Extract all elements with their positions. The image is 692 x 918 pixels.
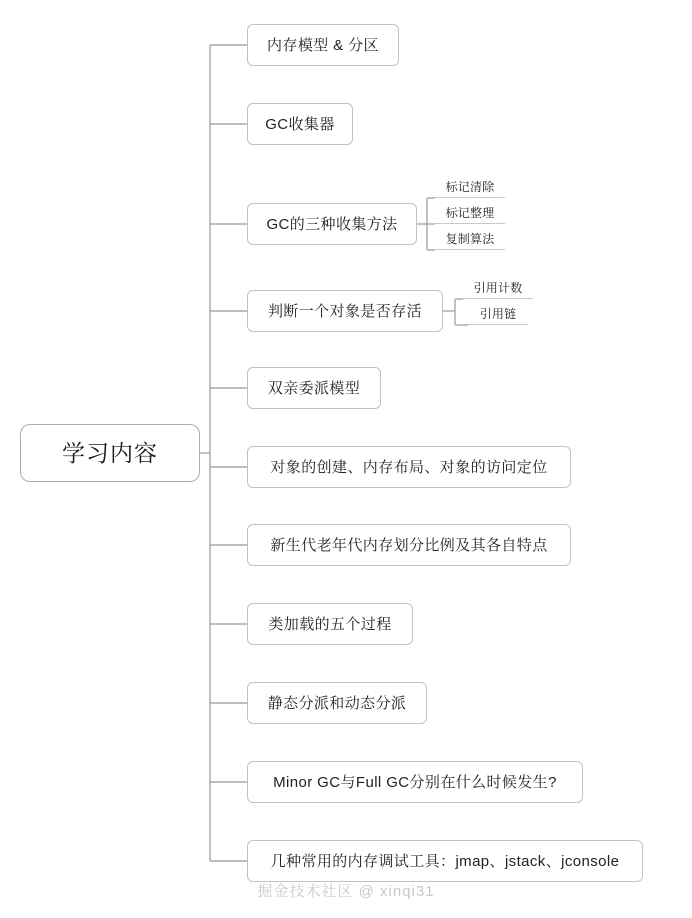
leaf-label: 引用计数 <box>473 280 523 295</box>
branch-label: 对象的创建、内存布局、对象的访问定位 <box>270 458 548 476</box>
branch-label: 静态分派和动态分派 <box>267 694 407 712</box>
mindmap-branch-node[interactable] <box>247 103 353 145</box>
branch-label: 几种常用的内存调试工具：jmap、jstack、jconsole <box>270 852 620 870</box>
mindmap-branch-node[interactable] <box>247 24 399 66</box>
branch-label: 类加载的五个过程 <box>268 615 392 633</box>
branch-label: GC的三种收集方法 <box>266 215 398 233</box>
branch-label: 判断一个对象是否存活 <box>267 302 422 320</box>
mindmap-leaf-node[interactable] <box>468 303 528 325</box>
mindmap-branch-node[interactable] <box>247 524 571 566</box>
watermark: 掘金技术社区 @ xinqi31 <box>257 883 435 900</box>
leaf-label: 标记整理 <box>445 205 495 220</box>
mindmap-leaf-node[interactable] <box>435 228 505 250</box>
mindmap-branch-node[interactable] <box>247 446 571 488</box>
mindmap-leaf-node[interactable] <box>463 277 533 299</box>
branch-label: 双亲委派模型 <box>267 379 361 397</box>
mindmap-leaf-node[interactable] <box>435 176 505 198</box>
mindmap-branch-node[interactable] <box>247 840 643 882</box>
branch-label: 新生代老年代内存划分比例及其各自特点 <box>270 536 548 554</box>
mindmap-branch-node[interactable] <box>247 603 413 645</box>
branch-label: 内存模型 & 分区 <box>267 36 379 54</box>
mindmap-leaf-node[interactable] <box>435 202 505 224</box>
mindmap-branch-node[interactable] <box>247 367 381 409</box>
mindmap-branch-node[interactable] <box>247 682 427 724</box>
mindmap-branch-node[interactable] <box>247 761 583 803</box>
root-label: 学习内容 <box>62 439 158 466</box>
branch-label: Minor GC与Full GC分别在什么时候发生? <box>273 773 557 791</box>
mindmap-branch-node[interactable] <box>247 290 443 332</box>
mindmap-branch-node[interactable] <box>247 203 417 245</box>
leaf-label: 复制算法 <box>445 231 495 246</box>
leaf-label: 引用链 <box>479 306 517 321</box>
leaf-label: 标记清除 <box>445 179 495 194</box>
mindmap-root-node[interactable] <box>20 424 200 482</box>
branch-label: GC收集器 <box>265 115 335 133</box>
